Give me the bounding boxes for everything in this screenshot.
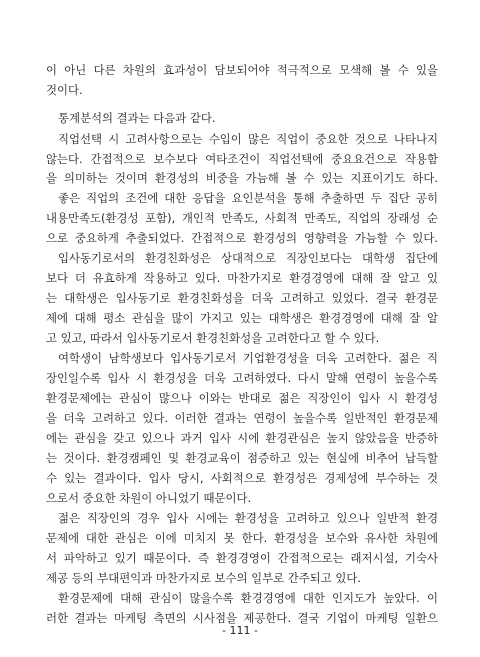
text-line: 고 있고, 따라서 입사동기로서 환경친화성을 고려한다고 할 수 있다.: [46, 331, 380, 345]
text-line: 러한 결과는 마케팅 측면의 시사점을 제공한다. 결국 기업이 마케팅 일환으: [46, 611, 438, 625]
text-line: 문제에 대한 관심은 이에 미치지 못 한다. 환경성을 보수와 유사한 차원에: [46, 531, 438, 545]
text-line: 이 아닌 다른 차원의 효과성이 담보되어야 적극적으로 모색해 볼 수 있을: [46, 63, 438, 77]
text-line: 수 있는 결과이다. 입사 당시, 사회적으로 환경성은 경제성에 부수하는 것: [46, 471, 438, 485]
text-line: 환경문제에는 관심이 많으나 이와는 반대로 젊은 직장인이 입사 시 환경성: [46, 391, 438, 405]
text-line: 장인일수록 입사 시 환경성을 더욱 고려하였다. 다시 말해 연령이 높을수록: [46, 371, 438, 385]
text-line: 젊은 직장인의 경우 입사 시에는 환경성을 고려하고 있으나 일반적 환경: [58, 511, 438, 525]
text-line: 것이다.: [46, 83, 83, 97]
page-number: - 111 -: [222, 624, 258, 637]
text-line: 으로 중요하게 추출되었다. 간접적으로 환경성의 영향력을 가늠할 수 있다.: [46, 231, 438, 245]
text-line: 에는 관심을 갖고 있으나 과거 입사 시에 환경관심은 높지 않았음을 반증하: [46, 431, 438, 445]
text-line: 을 의미하는 것이며 환경성의 비중을 가늠해 볼 수 있는 지표이기도 하다.: [46, 171, 438, 185]
text-line: 않는다. 간접적으로 보수보다 여타조건이 직업선택에 중요요건으로 작용함: [46, 152, 438, 166]
text-line: 을 더욱 고려하고 있다. 이러한 결과는 연령이 높을수록 일반적인 환경문제: [46, 411, 438, 425]
text-line: 제에 대해 평소 관심을 많이 가지고 있는 대학생은 환경경영에 대해 잘 알: [46, 311, 438, 325]
text-line: 으로서 중요한 차원이 아니었기 때문이다.: [46, 491, 252, 505]
text-line: 는 대학생은 입사동기로 환경친화성을 더욱 고려하고 있었다. 결국 환경문: [46, 291, 438, 305]
text-line: 입사동기로서의 환경친화성은 상대적으로 직장인보다는 대학생 집단에: [58, 251, 438, 265]
text-line: 제공 등의 부대편익과 마찬가지로 보수의 일부로 간주되고 있다.: [46, 571, 362, 585]
text-line: 보다 더 유효하게 작용하고 있다. 마찬가지로 환경경영에 대해 잘 알고 있: [46, 271, 438, 285]
text-line: 여학생이 남학생보다 입사동기로서 기업환경성을 더욱 고려한다. 젊은 직: [58, 351, 438, 365]
text-line: 환경문제에 대해 관심이 많을수록 환경경영에 대한 인지도가 높았다. 이: [58, 591, 438, 605]
text-line: 는 것이다. 환경캠페인 및 환경교육이 점증하고 있는 현실에 비추어 납득할: [46, 451, 438, 465]
text-line: 좋은 직업의 조건에 대한 응답을 요인분석을 통해 추출하면 두 집단 공히: [58, 191, 438, 205]
text-line: 내용만족도(환경성 포함), 개인적 만족도, 사회적 만족도, 직업의 장래성 순: [46, 211, 438, 225]
text-line: 서 파악하고 있기 때문이다. 즉 환경경영이 간접적으로는 래저시설, 기숙사: [46, 551, 438, 565]
text-line: 직업선택 시 고려사항으로는 수입이 많은 직업이 중요한 것으로 나타나지: [58, 132, 438, 146]
text-line: 통계분석의 결과는 다음과 같다.: [58, 111, 216, 125]
